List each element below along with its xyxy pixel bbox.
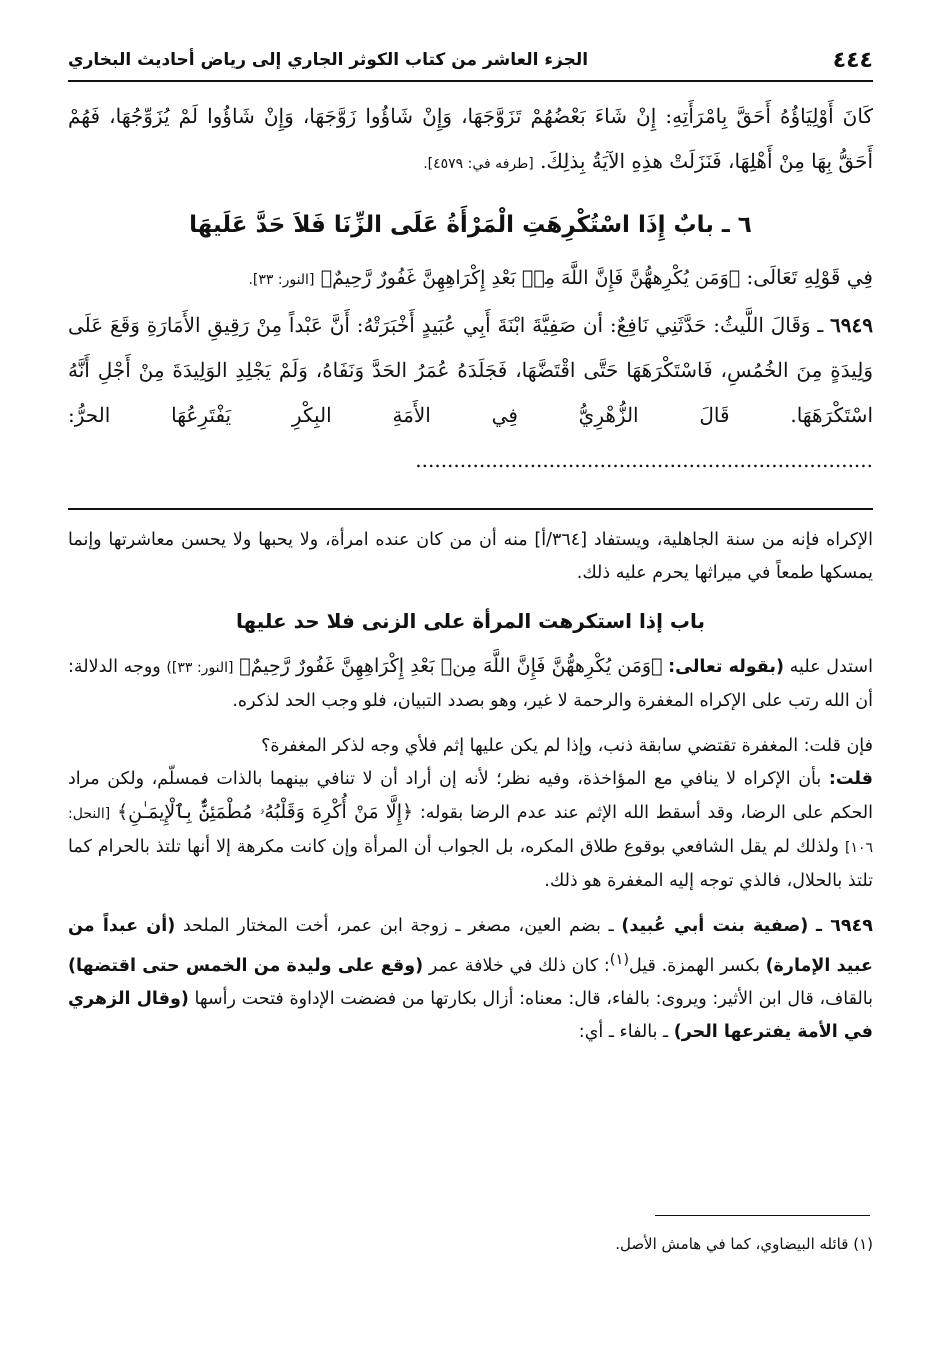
verse-reference: [النور: ٣٣]. — [248, 272, 315, 288]
quran-verse: ﴿وَمَن يُكْرِههُّنَّ فَإِنَّ اللَّهَ مِنۢ بَعْدِ إِكْرَاهِهِنَّ غَفُورٌ رَّحِيمٌ﴾ — [320, 267, 741, 289]
hadith-paragraph — [68, 303, 873, 483]
footnote-marker: (١) — [609, 951, 629, 968]
p4-label: قلت: — [828, 769, 873, 789]
p4-text-b: ولذلك لم يقل الشافعي بوقوع طلاق المكره، بل الجواب أن المرأة وإن كانت مكرهة إلا أنها تلتذ بالحرام كما تلتذ بالحلال، فالذي توجه إليه المغفرة هو ذلك. — [68, 837, 873, 891]
commentary-paragraph-1: الإكراه فإنه من سنة الجاهلية، ويستفاد [٣٦٤/أ] منه أن من كان عنده امرأة، ولا يحبها ولا يحسن معاشرتها وإنما يمسكها طمعاً في ميراثها يحرم عليه ذلك. — [68, 530, 873, 583]
matn-intro-paragraph — [68, 94, 873, 187]
chapter-verse-paragraph — [68, 255, 873, 303]
p5-text-4: بالقاف، قال ابن الأثير: ويروى: بالفاء، قال: معناه: أزال بكارتها من فضضت الإداوة فتحت رأسها — [194, 988, 873, 1009]
p5-bold-1: (صفية بنت أبي عُبيد) — [621, 916, 809, 936]
p2-text-a: استدل عليه — [789, 657, 873, 677]
p2-verse-reference: [النور: ٣٣]) — [166, 660, 234, 676]
commentary-paragraph-5 — [68, 910, 873, 1049]
commentary-section — [68, 524, 873, 1049]
p5-text-2: بكسر الهمزة. قيل — [629, 955, 760, 976]
footnote — [68, 1232, 873, 1256]
section-divider — [68, 508, 873, 510]
p4-text-a: بأن الإكراه لا ينافي مع المؤاخذة، وفيه نظر؛ لأنه إن أراد أن لا تنافي بينهما بالذات فمسلّم، ولكن مراد الحكم على الرضا، وقد أسقط الله الإثم عند عدم الرضا بقوله: — [68, 769, 873, 823]
commentary-paragraph-3: فإن قلت: المغفرة تقتضي سابقة ذنب، وإذا لم يكن عليها إثم فلأي وجه لذكر المغفرة؟ — [261, 736, 873, 756]
hadith-text-section — [68, 94, 873, 483]
p5-bold-3: (وقع على وليدة من الخمس حتى اقتضها) — [68, 955, 424, 976]
p2-quran-verse: ﴿وَمَن يُكْرِههُّنَّ فَإِنَّ اللَّهَ مِنۢ بَعْدِ إِكْرَاهِهِنَّ غَفُورٌ رَّحِيمٌ﴾ — [239, 655, 663, 677]
commentary-paragraph-4 — [68, 763, 873, 898]
p4-quran-verse: ﴿إِلَّا مَنْ أُكْرِهَ وَقَلْبُهُۥ مُطْمَئِنٌّۢ بِٱلْإِيمَـٰنِ﴾ — [116, 801, 414, 823]
matn-intro-text: كَانَ أَوْلِيَاؤُهُ أَحَقَّ بِامْرَأَتِهِ: إِنْ شَاءَ بَعْضُهُمْ تَزَوَّجَهَا، وَإِنْ شَاؤُوا زَوَّجَهَا، وَإِنْ شَاؤُوا لَمْ يُزَوِّجُهَا، فَهُمْ أَحَقُّ بِهَا مِنْ أَهْلِهَا، فَنَزَلَتْ هذِهِ الآيَةُ بِذلِكَ. — [68, 104, 873, 173]
footnote-number: (١) — [853, 1235, 873, 1253]
cross-reference: [طرفه في: ٤٥٧٩]. — [423, 156, 534, 172]
hadith-number: ٦٩٤٩ — [830, 313, 873, 337]
p5-text-1: ـ بضم العين، مصغر ـ زوجة ابن عمر، أخت المختار الملحد — [182, 916, 614, 936]
p5-text-3: : كان ذلك في خلافة عمر — [428, 955, 610, 976]
p2-text-c: ووجه الدلالة: أن الله رتب على الإكراه المغفرة والرحمة لا غير، وهو بصدد التبيان، فلو وجب الحد لذكره. — [68, 657, 873, 711]
commentary-chapter-title: باب إذا استكرهت المرأة على الزنى فلا حد عليها — [235, 609, 706, 633]
p5-hadith-number: ٦٩٤٩ ـ — [816, 916, 873, 936]
commentary-paragraph-2 — [68, 650, 873, 718]
running-title: الجزء العاشر من كتاب الكوثر الجاري إلى رياض أحاديث البخاري — [68, 50, 589, 70]
hadith-text: ـ وَقَالَ اللَّيثُ: حَدَّثَنِي نَافِعٌ: أن صَفِيَّةَ ابْنَةَ أَبِي عُبَيدٍ أَخْبَرَتْهُ: أَنَّ عَبْداً مِنْ رَقِيقِ الأَمَارَةِ وَقَعَ عَلَى وَلِيدَةٍ مِنَ الخُمُسِ، فَاسْتَكْرَهَهَا حَتَّى اقْتَضَّهَا، فَجَلَدَهُ عُمَرُ الحَدَّ وَنَفَاهُ، وَلَمْ يَجْلِدِ الوَلِيدَةَ مِنْ أَجْلِ أَنَّهُ اسْتَكْرَهَهَا. قَالَ الزُّهْرِيُّ فِي الأَمَةِ البِكْرِ يَفْتَرِعُهَا الحرُّ: ........................................................................ — [68, 313, 873, 472]
footnote-text: قائله البيضاوي، كما في هامش الأصل. — [615, 1235, 849, 1253]
page-header — [68, 40, 873, 82]
p5-text-5: ـ بالفاء ـ أي: — [578, 1021, 669, 1042]
verse-lead: فِي قَوْلِهِ تَعَالَى: — [746, 265, 873, 289]
p5-bold-4: (وقال الزهري في الأمة يفترعها الحر) — [68, 988, 873, 1042]
p4-verse-reference: [النحل: ١٠٦] — [68, 806, 873, 856]
p5-bold-2: (أن عبداً من عبيد الإمارة) — [68, 916, 873, 976]
footnote-divider — [655, 1215, 870, 1216]
chapter-title: ٦ ـ بابٌ إِذَا اسْتُكْرِهَتِ الْمَرْأَةُ عَلَى الزِّنَا فَلاَ حَدَّ عَلَيهَا — [189, 212, 752, 238]
page-number: ٤٤٤ — [832, 47, 873, 73]
p2-bold-quote: (بقوله تعالى: — [668, 657, 784, 677]
